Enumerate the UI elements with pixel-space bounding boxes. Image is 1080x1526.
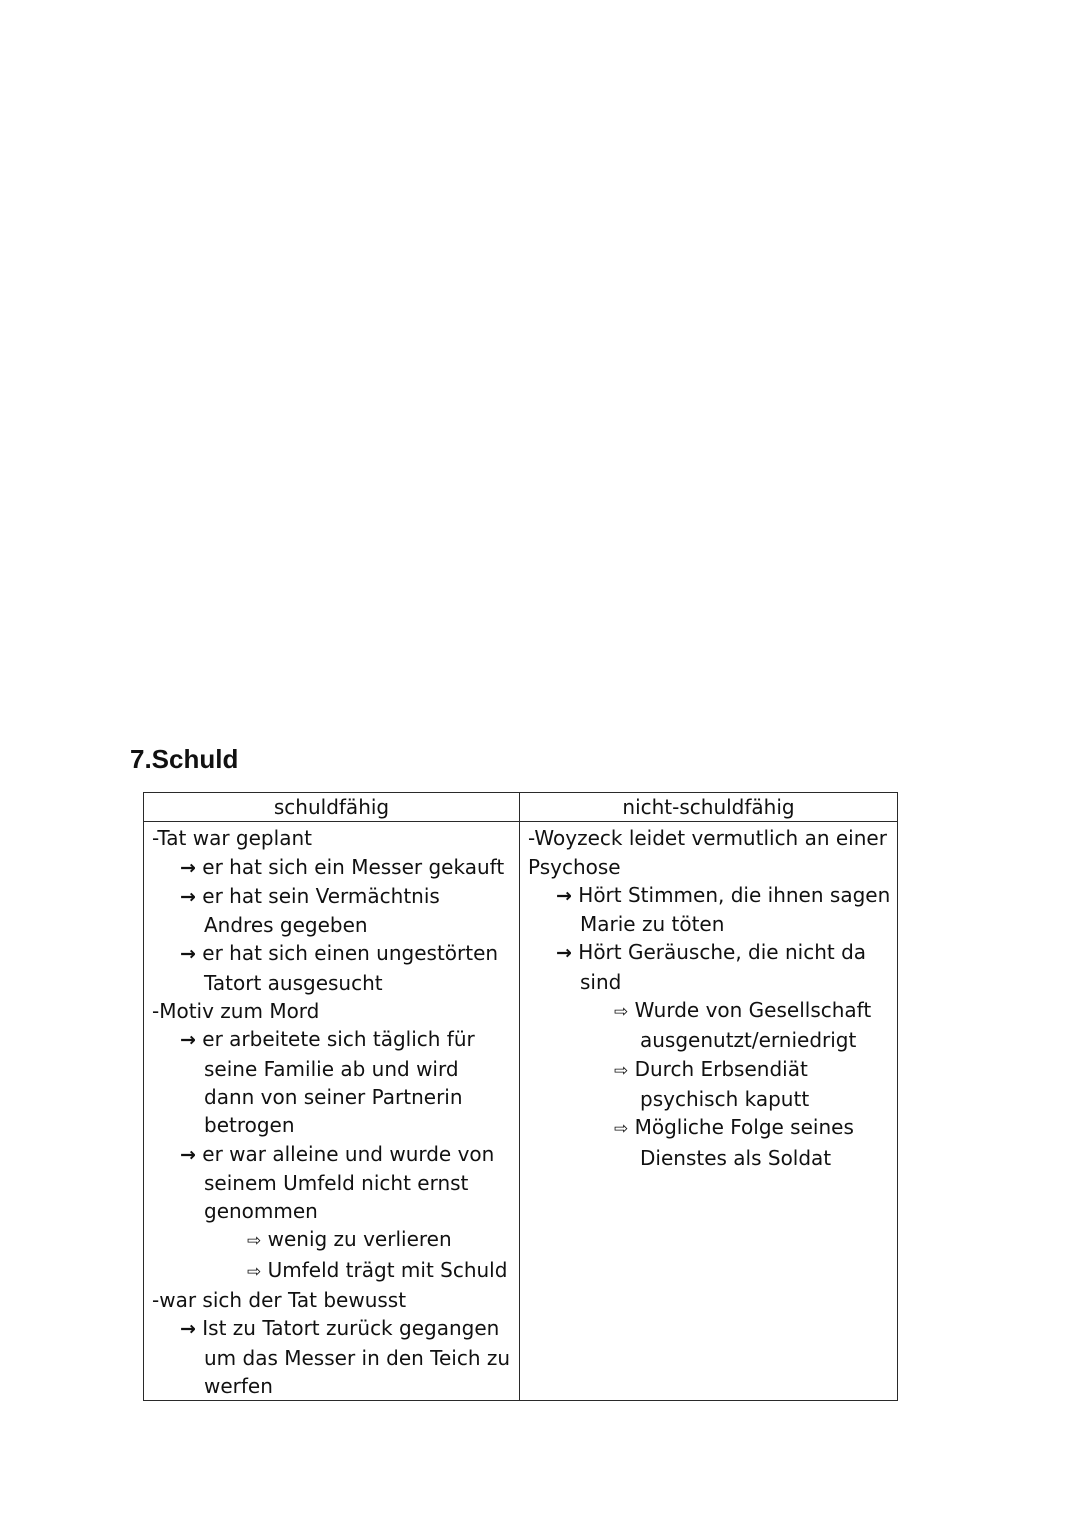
arrow-right-icon: → — [180, 1029, 196, 1052]
guilt-table — [143, 792, 898, 1401]
outline-arrow-right-icon: ⇨ — [614, 1119, 629, 1140]
arrow-right-icon: → — [180, 1143, 196, 1166]
list-item — [528, 996, 891, 1055]
list-item — [152, 1256, 513, 1286]
list-item — [528, 824, 891, 881]
list-item — [152, 882, 513, 940]
table-body-row — [144, 822, 898, 1401]
list-item-text: -Motiv zum Mord — [152, 999, 320, 1024]
list-item-text: -Tat war geplant — [152, 826, 312, 851]
list-item-text: Durch Erbsendiät psychisch kaputt — [634, 1056, 810, 1111]
list-item — [528, 938, 891, 996]
list-item — [152, 1286, 513, 1314]
header-schuldfaehig: schuldfähig — [144, 793, 520, 822]
list-item-text: -war sich der Tat bewusst — [152, 1288, 407, 1313]
list-item-text: Wurde von Gesellschaft ausgenutzt/erniedrigt — [634, 998, 872, 1053]
list-item-text: -Woyzeck leidet vermutlich an einer Psychose — [528, 826, 887, 879]
column-nicht-schuldfaehig — [520, 822, 898, 1401]
list-item-text: er hat sein Vermächtnis Andres gegeben — [202, 883, 440, 938]
outline-arrow-right-icon: ⇨ — [247, 1261, 262, 1282]
list-item — [152, 1314, 513, 1400]
list-item-text: er arbeitete sich täglich für seine Familie ab und wird dann von seiner Partnerin betrogen — [202, 1027, 475, 1138]
column-schuldfaehig — [144, 822, 520, 1401]
list-item-text: er hat sich einen ungestörten Tatort ausgesucht — [202, 941, 499, 995]
list-item — [152, 1225, 513, 1255]
section-heading: 7.Schuld — [130, 744, 239, 774]
list-item — [152, 1140, 513, 1226]
list-item-text: Ist zu Tatort zurück gegangen um das Messer in den Teich zu werfen — [202, 1316, 511, 1398]
arrow-right-icon: → — [180, 943, 196, 966]
list-item — [152, 1025, 513, 1139]
arrow-right-icon: → — [180, 856, 196, 879]
arrow-right-icon: → — [180, 1318, 196, 1341]
list-item-text: er hat sich ein Messer gekauft — [202, 854, 505, 879]
table-header-row — [144, 793, 898, 822]
list-item — [152, 939, 513, 997]
outline-arrow-right-icon: ⇨ — [247, 1231, 262, 1252]
list-item — [528, 1055, 891, 1114]
list-item — [152, 853, 513, 882]
list-item — [528, 881, 891, 939]
outline-arrow-right-icon: ⇨ — [614, 1002, 629, 1023]
arrow-right-icon: → — [180, 885, 196, 908]
list-item-text: wenig zu verlieren — [267, 1227, 452, 1252]
list-item-text: Umfeld trägt mit Schuld — [267, 1257, 508, 1282]
list-item-text: Hört Stimmen, die ihnen sagen Marie zu töten — [578, 882, 891, 937]
list-item — [152, 824, 513, 852]
arrow-right-icon: → — [556, 942, 572, 965]
list-item — [528, 1113, 891, 1172]
header-nicht-schuldfaehig: nicht-schuldfähig — [520, 793, 898, 822]
list-item-text: Mögliche Folge seines Dienstes als Soldat — [634, 1115, 854, 1170]
list-item — [152, 997, 513, 1025]
list-item-text: Hört Geräusche, die nicht da sind — [578, 940, 867, 994]
arrow-right-icon: → — [556, 884, 572, 907]
list-item-text: er war alleine und wurde von seinem Umfeld nicht ernst genommen — [202, 1141, 495, 1224]
outline-arrow-right-icon: ⇨ — [614, 1060, 629, 1081]
